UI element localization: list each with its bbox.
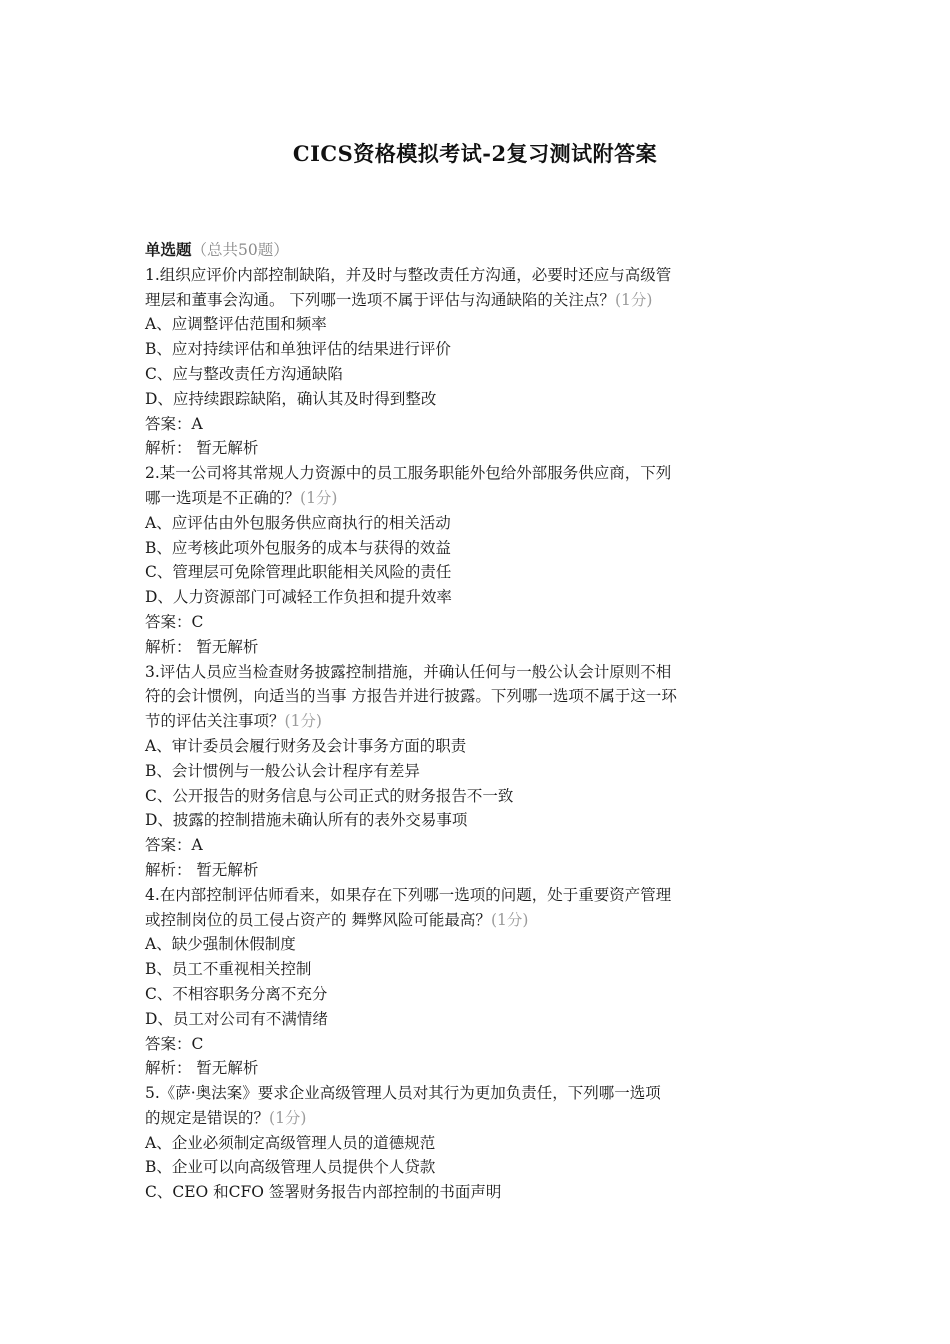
question-text: 哪一选项是不正确的？ (145, 488, 301, 507)
option-b: B、员工不重视相关控制 (145, 960, 312, 979)
option-d: D、人力资源部门可减轻工作负担和提升效率 (145, 588, 452, 607)
option-d: D、员工对公司有不满情绪 (145, 1009, 328, 1028)
question-text-line: 3.评估人员应当检查财务披露控制措施，并确认任何与一般公认会计原则不相 (145, 662, 672, 681)
question-score: (1分) (284, 712, 322, 731)
question-4 (145, 883, 810, 1081)
option-b: B、应考核此项外包服务的成本与获得的效益 (145, 538, 451, 557)
option-d: D、应持续跟踪缺陷，确认其及时得到整改 (145, 389, 437, 408)
option-a: A、缺少强制休假制度 (145, 935, 296, 954)
question-2 (145, 461, 810, 659)
option-c: C、CEO 和CFO 签署财务报告内部控制的书面声明 (145, 1183, 502, 1202)
option-a: A、应调整评估范围和频率 (145, 315, 327, 334)
option-d: D、披露的控制措施未确认所有的表外交易事项 (145, 811, 468, 830)
option-a: A、应评估由外包服务供应商执行的相关活动 (145, 513, 451, 532)
question-score: (1分) (269, 1108, 307, 1127)
analysis: 解析： 暂无解析 (145, 439, 259, 458)
answer: 答案：C (145, 1034, 204, 1053)
question-text-line: 5.《萨·奥法案》要求企业高级管理人员对其行为更加负责任，下列哪一选项 (145, 1084, 661, 1103)
question-3 (145, 660, 810, 883)
question-text: 理层和董事会沟通。 下列哪一选项不属于评估与沟通缺陷的关注点？ (145, 290, 615, 309)
question-text-line: 2.某一公司将其常规人力资源中的员工服务职能外包给外部服务供应商，下列 (145, 464, 672, 483)
option-c: C、不相容职务分离不充分 (145, 984, 328, 1003)
option-b: B、企业可以向高级管理人员提供个人贷款 (145, 1158, 436, 1177)
answer: 答案：A (145, 414, 203, 433)
question-text-line: 4.在内部控制评估师看来，如果存在下列哪一选项的问题，处于重要资产管理 (145, 885, 672, 904)
section-label: 单选题 (145, 240, 192, 259)
question-text-line (145, 1106, 810, 1131)
question-text-line (145, 709, 810, 734)
question-text-line: 1.组织应评价内部控制缺陷，并及时与整改责任方沟通，必要时还应与高级管 (145, 265, 672, 284)
question-1 (145, 263, 810, 461)
question-text-line (145, 908, 810, 933)
analysis: 解析： 暂无解析 (145, 1059, 259, 1078)
question-list (145, 238, 810, 1205)
question-text: 的规定是错误的？ (145, 1108, 270, 1127)
page-title: CICS资格模拟考试-2复习测试附答案 (292, 141, 658, 166)
question-text: 节的评估关注事项？ (145, 712, 285, 731)
question-5 (145, 1081, 810, 1205)
question-score: (1分) (614, 290, 653, 309)
question-text: 或控制岗位的员工侵占资产的 舞弊风险可能最高？ (145, 910, 491, 929)
option-c: C、应与整改责任方沟通缺陷 (145, 364, 343, 383)
question-score: (1分) (300, 488, 338, 507)
answer: 答案：C (145, 612, 204, 631)
option-b: B、会计惯例与一般公认会计程序有差异 (145, 761, 420, 780)
question-score: (1分) (490, 910, 529, 929)
analysis: 解析： 暂无解析 (145, 860, 259, 879)
question-text-line (145, 486, 810, 511)
option-b: B、应对持续评估和单独评估的结果进行评价 (145, 340, 451, 359)
option-c: C、公开报告的财务信息与公司正式的财务报告不一致 (145, 786, 514, 805)
question-text-line (145, 288, 810, 313)
option-c: C、管理层可免除管理此职能相关风险的责任 (145, 563, 452, 582)
answer: 答案：A (145, 836, 203, 855)
section-count: （总共50题） (191, 241, 289, 259)
option-a: A、审计委员会履行财务及会计事务方面的职责 (145, 736, 467, 755)
option-a: A、企业必须制定高级管理人员的道德规范 (145, 1133, 436, 1152)
question-text-line: 符的会计惯例，向适当的当事 方报告并进行披露。下列哪一选项不属于这一环 (145, 687, 677, 706)
analysis: 解析： 暂无解析 (145, 637, 259, 656)
section-header (145, 238, 810, 263)
